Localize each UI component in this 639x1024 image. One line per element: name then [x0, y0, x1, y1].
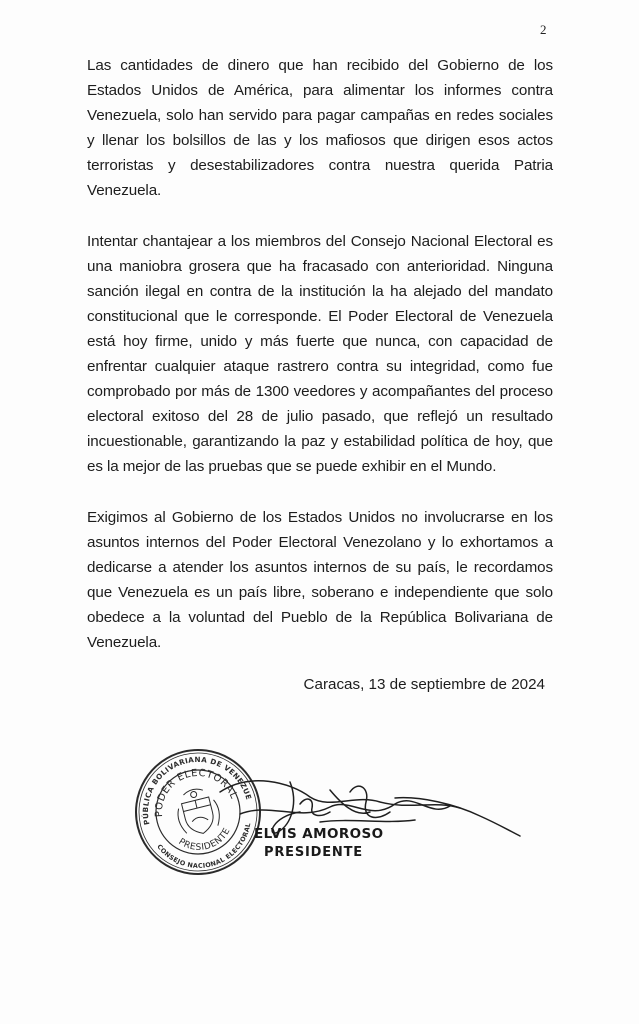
place-and-date: Caracas, 13 de septiembre de 2024 [303, 676, 545, 693]
signer-title: PRESIDENTE [264, 845, 363, 860]
seal-bottom-text: CONSEJO NACIONAL ELECTORAL [155, 822, 253, 870]
letter-body [87, 53, 553, 681]
paragraph-2: Intentar chantajear a los miembros del Consejo Nacional Electoral es una maniobra grosera que ha fracasado con anterioridad. Ninguna sanción ilegal en contra de la institución la ha alejado del mandato constitucional que le corresponde. El Poder Electoral de Venezuela está hoy firme, unido y más fuerte que nunca, con capacidad de enfrentar cualquier ataque rastrero contra su integridad, como fue comprobado por más de 1300 veedores y acompañantes del proceso electoral exitoso del 28 de julio pasado, que reflejó un resultado incuestionable, garantizando la paz y estabilidad política de hoy, que es la mejor de las pruebas que se puede exhibir en el Mundo. [87, 233, 553, 475]
seal-inner-top-text: PODER ELECTORAL [153, 767, 240, 818]
signer-name: ELVIS AMOROSO [254, 826, 384, 842]
seal-inner-bottom-text: PRESIDENTE [176, 826, 233, 853]
page-number: 2 [540, 22, 547, 37]
seal-outer-text: REPÚBLICA BOLIVARIANA DE VENEZUELA [140, 754, 254, 826]
paragraph-3: Exigimos al Gobierno de los Estados Unidos no involucrarse en los asuntos internos del Poder Electoral Venezolano y lo exhortamos a dedicarse a atender los asuntos internos de su país, le recordamos que Venezuela es un país libre, soberano e independiente que solo obedece a la voluntad del Pueblo de la República Bolivariana de Venezuela. [87, 509, 553, 651]
paragraph-1: Las cantidades de dinero que han recibido del Gobierno de los Estados Unidos de América, para alimentar los informes contra Venezuela, solo han servido para pagar campañas en redes sociales y llenar los bolsillos de las y los mafiosos que dirigen esos actos terroristas y desestabilizadores contra nuestra querida Patria Venezuela. [87, 57, 553, 199]
